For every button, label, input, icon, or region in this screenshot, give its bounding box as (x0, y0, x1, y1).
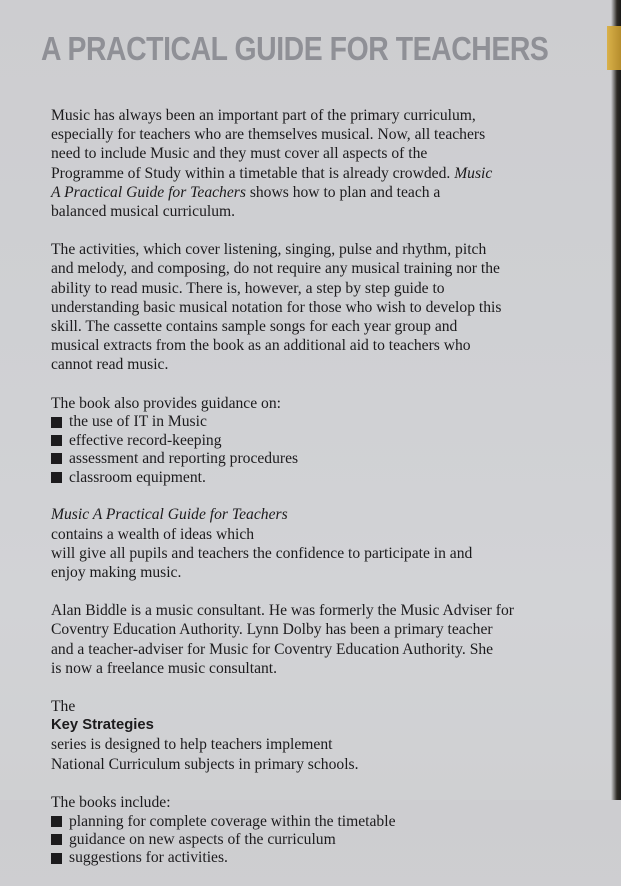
text-line: Music has always been an important part of the primary curriculum, (51, 107, 476, 124)
book-spine-edge (611, 0, 621, 800)
list-item (51, 450, 611, 468)
ideas-paragraph (51, 505, 611, 582)
list-item-text: classroom equipment. (69, 468, 206, 486)
intro-paragraph (51, 106, 611, 221)
list-item (51, 468, 611, 486)
list-item (51, 830, 611, 848)
page-title: A PRACTICAL GUIDE FOR TEACHERS (41, 30, 549, 67)
text-line (51, 697, 611, 755)
list-item (51, 849, 611, 867)
text-line: need to include Music and they must cover all aspects of the (51, 145, 428, 163)
guidance-list (51, 413, 611, 487)
back-cover-text (51, 106, 611, 886)
text-line: cannot read music. (51, 356, 169, 374)
list-item-text: the use of IT in Music (69, 413, 207, 431)
books-intro: The books include: (51, 793, 171, 811)
series-paragraph (51, 697, 611, 774)
list-item-text: assessment and reporting procedures (69, 450, 299, 468)
text-line: understanding basic musical notation for those who wish to develop this (51, 298, 502, 316)
list-item-text: effective record-keeping (69, 431, 222, 449)
gold-corner-accent (607, 26, 621, 70)
text-line: National Curriculum subjects in primary schools. (51, 755, 359, 773)
text-segment: series is designed to help teachers implement (51, 736, 333, 754)
series-name: Key Strategies (51, 717, 154, 734)
text-line: ability to read music. There is, however, a step by step guide to (51, 279, 445, 297)
text-line: Alan Biddle is a music consultant. He was formerly the Music Adviser for (51, 602, 514, 620)
list-item (51, 431, 611, 449)
text-segment: The (51, 698, 76, 716)
book-title-italic: Music A Practical Guide for Teachers (51, 506, 288, 524)
text-line: will give all pupils and teachers the confidence to participate in and (51, 544, 473, 562)
list-item (51, 413, 611, 431)
text-line: and a teacher-adviser for Music for Coventry Education Authority. She (51, 640, 494, 658)
text-segment: Programme of Study within a timetable that is already crowded. (51, 164, 451, 182)
text-line (51, 505, 611, 543)
list-item-text: planning for complete coverage within the timetable (69, 812, 396, 830)
text-line: skill. The cassette contains sample songs for each year group and (51, 318, 458, 336)
text-segment: contains a wealth of ideas which (51, 525, 255, 543)
text-line (51, 183, 611, 202)
square-bullet-icon (51, 435, 62, 446)
square-bullet-icon (51, 417, 62, 428)
authors-paragraph (51, 601, 611, 678)
square-bullet-icon (51, 472, 62, 483)
square-bullet-icon (51, 853, 62, 864)
book-title-italic: Music (454, 164, 493, 182)
text-segment: shows how to plan and teach a (249, 183, 441, 201)
list-item-text: suggestions for activities. (69, 849, 228, 867)
text-line: especially for teachers who are themselves musical. Now, all teachers (51, 126, 486, 144)
square-bullet-icon (51, 816, 62, 827)
activities-paragraph (51, 240, 611, 374)
text-line: The activities, which cover listening, singing, pulse and rhythm, pitch (51, 241, 487, 259)
text-line: enjoy making music. (51, 564, 182, 582)
books-list (51, 812, 611, 867)
text-line: Coventry Education Authority. Lynn Dolby has been a primary teacher (51, 621, 493, 639)
text-line: and melody, and composing, do not require any musical training nor the (51, 260, 500, 278)
list-item (51, 812, 611, 830)
list-item-text: guidance on new aspects of the curriculum (69, 831, 336, 849)
text-line: balanced musical curriculum. (51, 203, 236, 221)
book-title-italic: A Practical Guide for Teachers (51, 183, 246, 201)
text-line (51, 164, 611, 183)
square-bullet-icon (51, 834, 62, 845)
square-bullet-icon (51, 453, 62, 464)
guidance-intro: The book also provides guidance on: (51, 394, 281, 412)
text-line: musical extracts from the book as an additional aid to teachers who (51, 337, 471, 355)
text-line: is now a freelance music consultant. (51, 659, 278, 677)
